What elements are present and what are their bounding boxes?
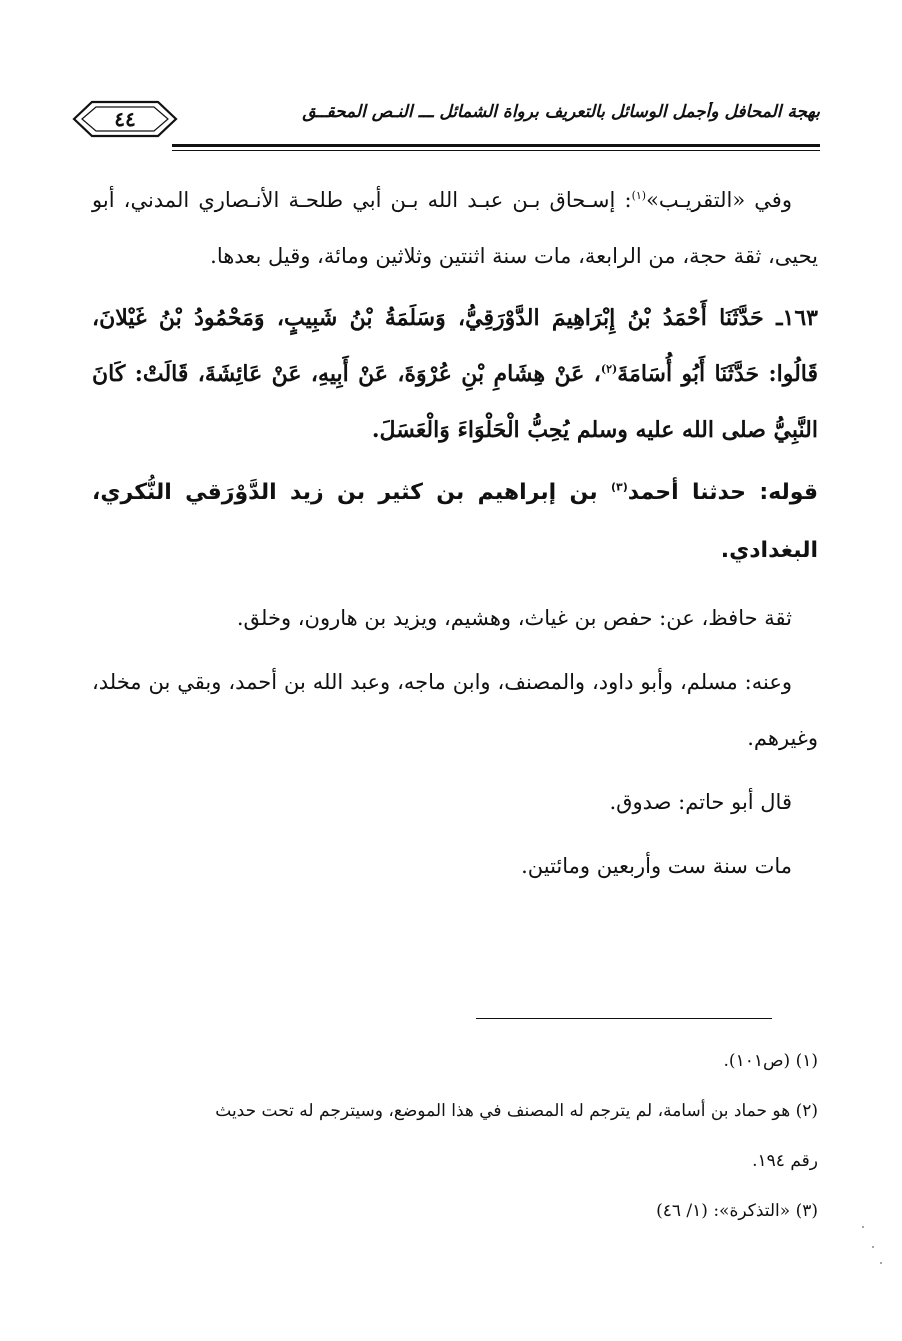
page-number-badge — [72, 96, 178, 142]
paragraph-taqrib-start: وفي «التقريـب» — [646, 188, 792, 212]
paragraph-grading: قال أبو حاتم: صدوق. — [609, 790, 792, 814]
footnote-ref-3: (٣) — [610, 480, 628, 494]
paragraph-taqrib — [92, 172, 818, 284]
scan-speck — [872, 1246, 874, 1248]
scan-speck — [862, 1226, 864, 1228]
header-rule-thin — [172, 150, 820, 151]
page-number: ٤٤ — [114, 107, 136, 131]
commentary-heading-rest: بن إبراهيم بن كثير بن زيد الدَّوْرَقي النُّكري، البغدادي. — [92, 480, 818, 563]
footnote-2: (٢) هو حماد بن أسامة، لم يترجم له المصنف في هذا الموضع، وسيترجم له تحت حديث — [215, 1101, 818, 1121]
scan-speck — [880, 1262, 882, 1264]
footnote-1: (١) (ص١٠١). — [723, 1051, 818, 1071]
paragraph-students: وعنه: مسلم، وأبو داود، والمصنف، وابن ماجه، وعبد الله بن أحمد، وبقي بن مخلد، وغيرهم. — [92, 670, 818, 750]
commentary-heading-start: قوله: حدثنا أحمد — [627, 480, 818, 505]
footnote-3: (٣) «التذكرة»: (١/ ٤٦) — [656, 1201, 818, 1221]
running-title: بهجة المحافل وأجمل الوسائل بالتعريف برواة الشمائل ـــ النـص المحقــق — [302, 102, 820, 122]
footnote-ref-1: (١) — [631, 189, 647, 202]
footnote-separator — [476, 1018, 772, 1019]
commentary-heading — [92, 464, 818, 580]
hadith-163 — [92, 290, 818, 458]
footnote-ref-2: (٢) — [600, 362, 618, 376]
hadith-text-start: ١٦٣ـ حَدَّثَنَا أَحْمَدُ بْنُ إِبْرَاهِيمَ الدَّوْرَقِيُّ، وَسَلَمَةُ بْنُ شَبِيبٍ، وَمَحْمُودُ بْنُ غَيْلانَ، قَالُوا: حَدَّثَنَا أَبُو أُسَامَةَ — [92, 305, 818, 387]
paragraph-taqrib-rest: : إسـحاق بـن عبـد الله بـن أبي طلحـة الأنـصاري المدني، أبو يحيى، ثقة حجة، من الرابعة، مات سنة اثنتين وثلاثين ومائة، وقيل بعدها. — [92, 188, 818, 268]
footnote-2-continued: رقم ١٩٤. — [752, 1151, 818, 1171]
footnotes — [92, 1036, 818, 1236]
paragraph-death: مات سنة ست وأربعين ومائتين. — [521, 854, 792, 878]
header-rule — [172, 144, 820, 147]
hadith-text-rest: ، عَنْ هِشَامِ بْنِ عُرْوَةَ، عَنْ أَبِيهِ، عَنْ عَائِشَةَ، قَالَتْ: كَانَ النَّبِيُّ صلى الله عليه وسلم يُحِبُّ الْحَلْوَاءَ وَالْعَسَلَ. — [92, 361, 818, 443]
page-header — [72, 96, 820, 156]
main-text — [92, 172, 818, 902]
paragraph-teachers: ثقة حافظ، عن: حفص بن غياث، وهشيم، ويزيد بن هارون، وخلق. — [236, 606, 792, 630]
